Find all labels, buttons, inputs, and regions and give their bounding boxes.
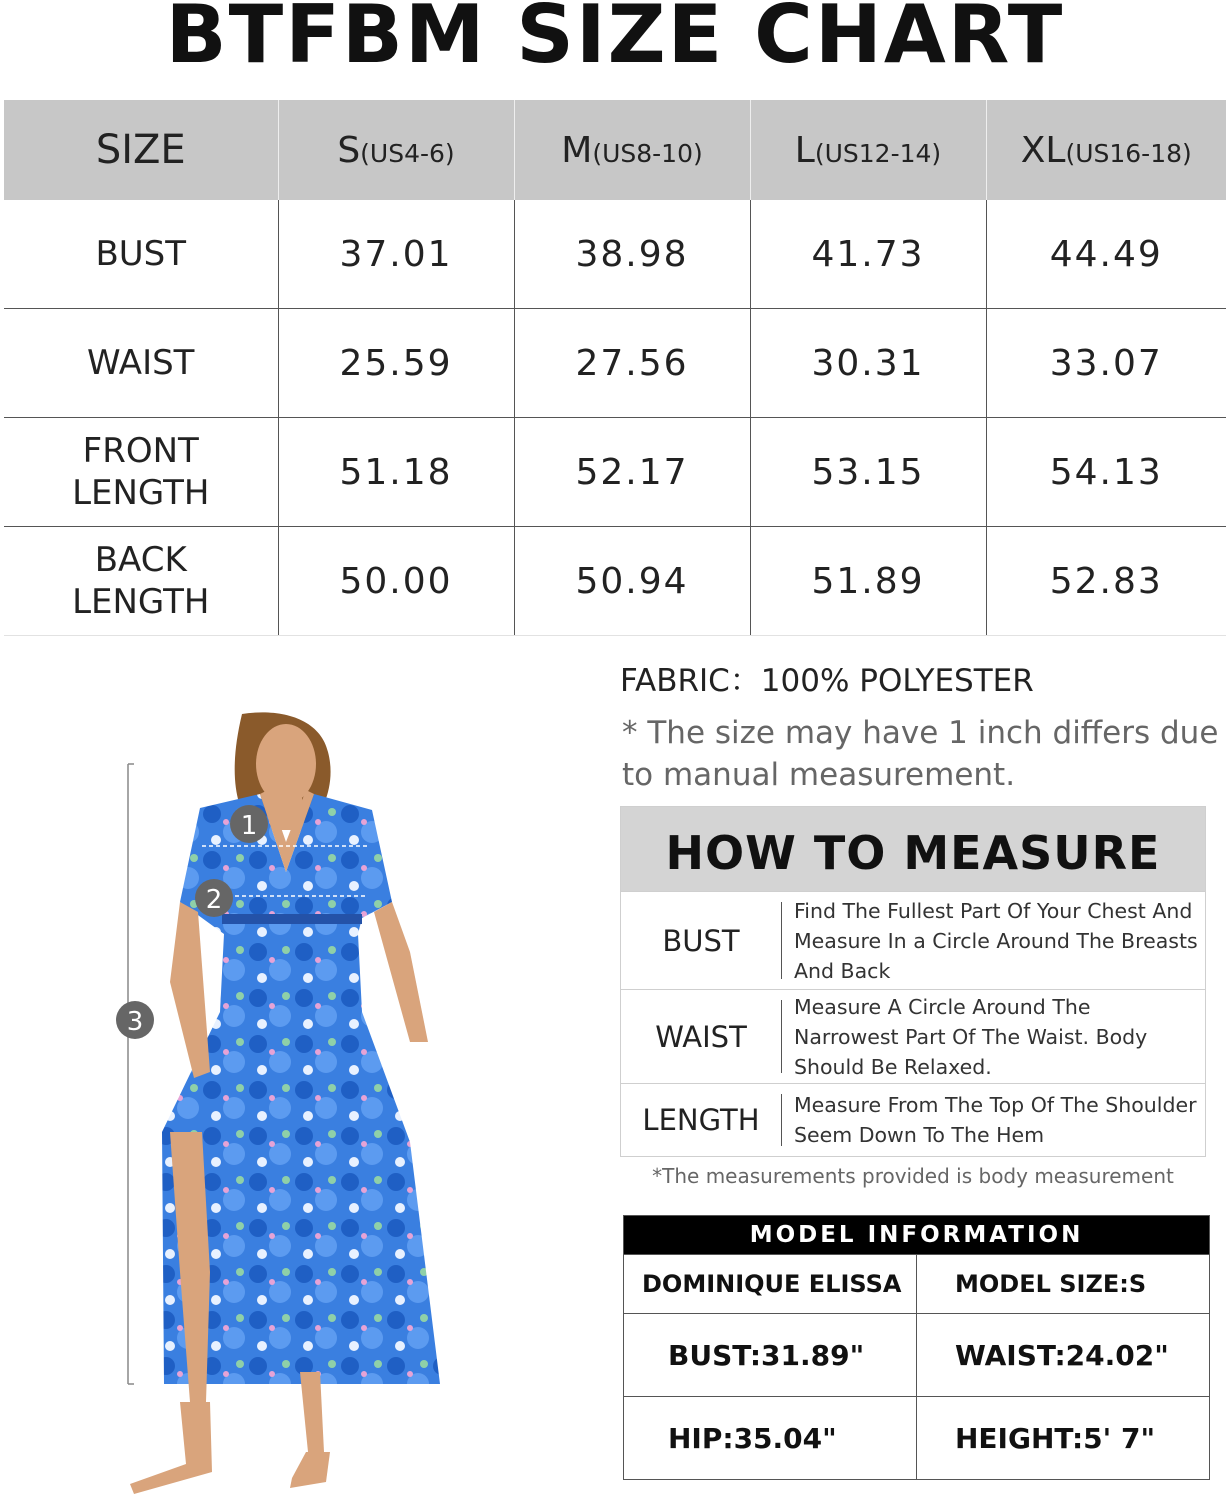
model-size: MODEL SIZE:S [917, 1255, 1210, 1314]
marker-2 [195, 879, 233, 917]
measure-label: WAIST [655, 1019, 747, 1054]
table-cell: 41.73 [750, 200, 986, 309]
table-cell: 53.15 [750, 418, 986, 527]
measure-label: LENGTH [642, 1103, 760, 1137]
row-label-line: LENGTH [72, 473, 210, 513]
size-col-us: (US8-10) [592, 138, 703, 168]
table-row [624, 1314, 1210, 1397]
size-col-label: L [794, 129, 815, 171]
model-name: DOMINIQUE ELISSA [624, 1255, 917, 1314]
row-label [4, 309, 278, 418]
measure-row [621, 989, 1205, 1083]
size-col-label: M [561, 129, 593, 171]
measure-description: Find The Fullest Part Of Your Chest And Measure In a Circle Around The Breasts And Back [794, 898, 1198, 983]
measure-footnote: *The measurements provided is body measurement [652, 1164, 1174, 1188]
dress-illustration [110, 712, 450, 1500]
measure-label: BUST [662, 923, 740, 958]
size-col-header [986, 100, 1226, 200]
table-cell: 27.56 [514, 309, 750, 418]
page-title: BTFBM SIZE CHART [165, 0, 1065, 81]
size-col-label: S [337, 129, 361, 171]
measure-row [621, 1083, 1205, 1156]
table-cell: 52.83 [986, 527, 1226, 636]
how-to-measure-title: HOW TO MEASURE [621, 807, 1205, 891]
model-hip: HIP:35.04" [624, 1397, 917, 1480]
size-note: * The size may have 1 inch differs due to manual measurement. [622, 715, 1219, 793]
measure-divider [781, 1094, 782, 1146]
size-col-header [514, 100, 750, 200]
table-cell: 54.13 [986, 418, 1226, 527]
table-cell: 51.18 [278, 418, 514, 527]
row-label-line: BUST [95, 234, 187, 274]
size-corner-header: SIZE [4, 100, 278, 200]
model-photo [110, 712, 450, 1500]
table-cell: 33.07 [986, 309, 1226, 418]
row-label [4, 527, 278, 636]
row-label [4, 200, 278, 309]
marker-1 [230, 805, 268, 843]
size-chart-table [4, 100, 1226, 636]
table-row [4, 309, 1226, 418]
size-col-us: (US4-6) [360, 138, 455, 168]
model-bust: BUST:31.89" [624, 1314, 917, 1397]
table-cell: 25.59 [278, 309, 514, 418]
table-row [4, 527, 1226, 636]
table-cell: 38.98 [514, 200, 750, 309]
model-info-title: MODEL INFORMATION [624, 1216, 1210, 1255]
table-cell: 37.01 [278, 200, 514, 309]
row-label-line: FRONT [82, 431, 199, 471]
how-to-measure-panel [620, 806, 1206, 1157]
table-row [624, 1397, 1210, 1480]
measure-divider [781, 1000, 782, 1073]
row-label-line: LENGTH [72, 582, 210, 622]
size-header-row [4, 100, 1226, 200]
row-label [4, 418, 278, 527]
model-info-table [623, 1215, 1210, 1480]
measure-row [621, 891, 1205, 989]
model-waist: WAIST:24.02" [917, 1314, 1210, 1397]
marker-3 [116, 1001, 154, 1039]
table-row [4, 418, 1226, 527]
marker-1-text: 1 [240, 811, 258, 841]
measure-divider [781, 902, 782, 979]
table-cell: 52.17 [514, 418, 750, 527]
measure-description: Measure A Circle Around The Narrowest Part Of The Waist. Body Should Be Relaxed. [794, 994, 1148, 1079]
table-cell: 30.31 [750, 309, 986, 418]
measure-description: Measure From The Top Of The Shoulder Seem Down To The Hem [794, 1093, 1197, 1147]
table-cell: 50.00 [278, 527, 514, 636]
size-col-us: (US16-18) [1065, 138, 1192, 168]
table-cell: 51.89 [750, 527, 986, 636]
table-row [4, 200, 1226, 309]
marker-2-text: 2 [205, 885, 223, 915]
size-col-label: XL [1020, 129, 1066, 171]
fabric-info: FABRIC：100% POLYESTER [620, 663, 1034, 699]
model-height: HEIGHT:5' 7" [917, 1397, 1210, 1480]
table-cell: 44.49 [986, 200, 1226, 309]
table-cell: 50.94 [514, 527, 750, 636]
size-col-us: (US12-14) [814, 138, 942, 168]
size-col-header [278, 100, 514, 200]
row-label-line: BACK [94, 540, 187, 580]
table-row [624, 1255, 1210, 1314]
row-label-line: WAIST [87, 343, 195, 383]
size-col-header [750, 100, 986, 200]
marker-3-text: 3 [126, 1007, 144, 1037]
